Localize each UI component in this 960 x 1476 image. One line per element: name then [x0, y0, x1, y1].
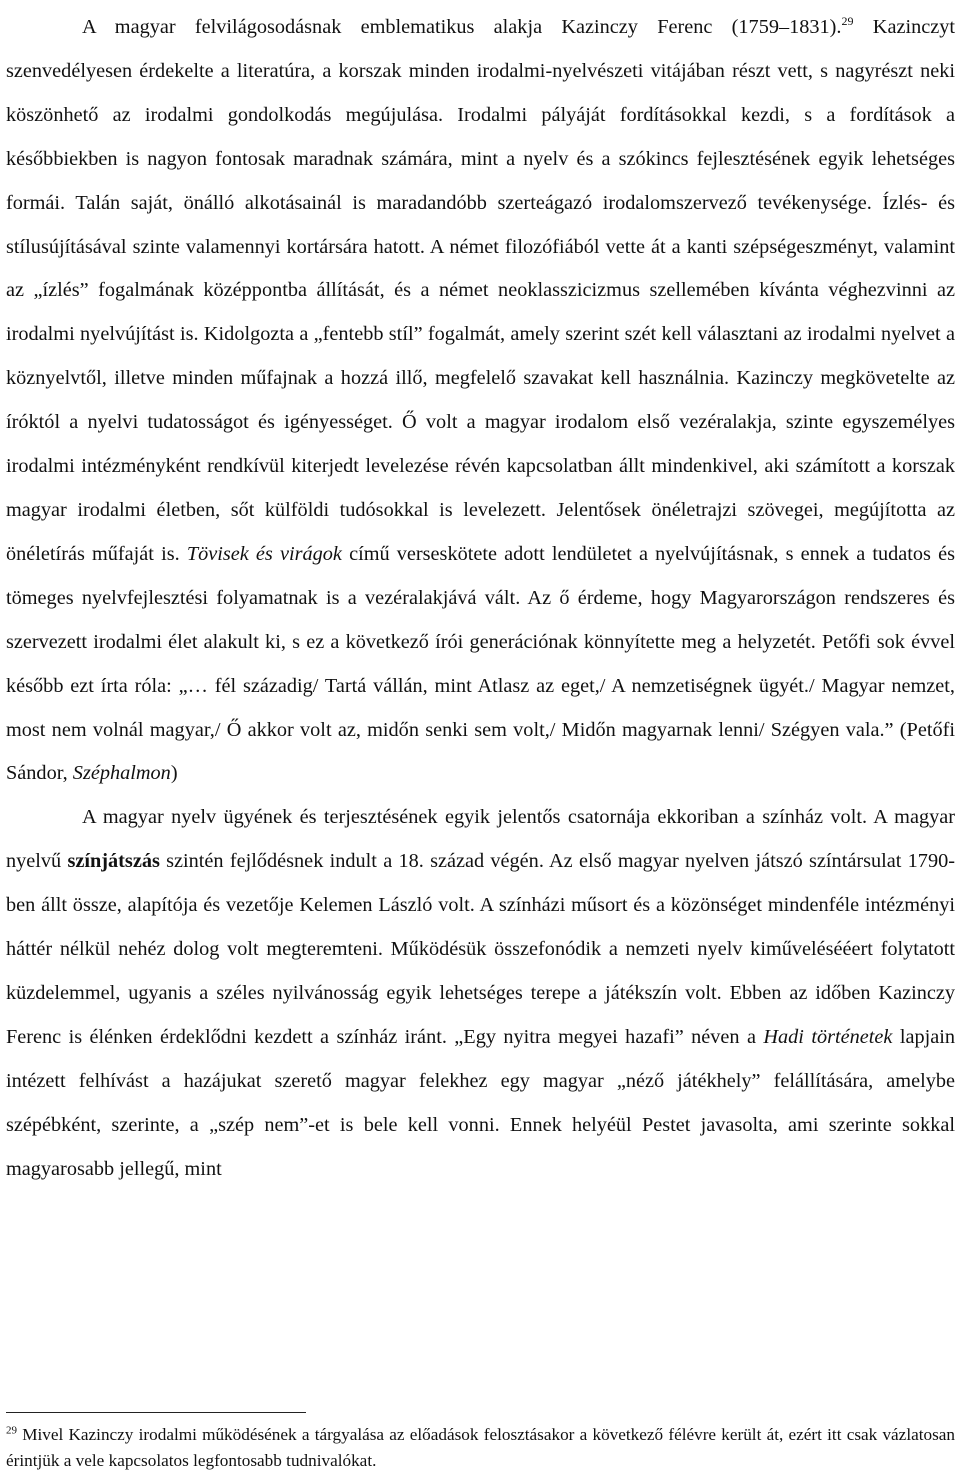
- bold-term: színjátszás: [67, 850, 160, 873]
- paragraph-kazinczy: [6, 6, 955, 796]
- paragraph-text: A magyar nyelv ügyének és terjesztésének egyik jelentős csatornája ekkoriban a színház volt. A magyar nyelvű: [6, 806, 955, 873]
- paragraph-text: szintén fejlődésnek indult a 18. század végén. Az első magyar nyelven játszó színtársulat 1790-ben állt össze, alapítója és vezetője Kelemen László volt. A színházi műsort és a közönséget mindenféle intézményi háttér nélkül nehéz dolog volt megteremteni. Működésük összefonódik a nemzeti nyelv kiművelésééert folytatott küzdelemmel, ugyanis a széles nyilvánosság egyik lehetséges terepe a játékszín volt. Ebben az időben Kazinczy Ferenc is élénken érdeklődni kezdett a színház iránt. „Egy nyitra megyei hazafi” néven a: [6, 850, 955, 1048]
- paragraph-theatre: [6, 796, 955, 1191]
- footnote-divider: [6, 1412, 306, 1413]
- footnote-text: Mivel Kazinczy irodalmi működésének a tárgyalása az előadások felosztásakor a következő félévre került át, ezért itt csak vázlatosan érintjük a vele kapcsolatos legfontosabb tudnivalókat.: [6, 1425, 955, 1470]
- work-title: Széphalmon: [72, 762, 171, 785]
- document-body: [6, 6, 955, 1191]
- paragraph-text: című verseskötete adott lendületet a nyelvújításnak, s ennek a tudatos és tömeges nyelvfejlesztési folyamatnak is a vezéralakjává vált. Az ő érdeme, hogy Magyarországon rendszeres és szervezett irodalmi élet alakult ki, s ez a következő írói generációnak könnyítette meg a helyzetét. Petőfi sok évvel később ezt írta róla: „… fél századig/ Tartá vállán, mint Atlasz az eget,/ A nemzetiségnek ügyét./ Magyar nemzet, most nem volnál magyar,/ Ő akkor volt az, midőn senki sem volt,/ Midőn magyarnak lenni/ Szégyen vala.” (Petőfi Sándor,: [6, 542, 955, 785]
- paragraph-text: lapjain intézett felhívást a hazájukat szerető magyar felekhez egy magyar „néző játékhely” felállítására, amelybe szépébként, szerinte, a „szép nem”-et is bele kell vonni. Ennek helyéül Pestet javasolta, ami szerinte sokkal magyarosabb jellegű, mint: [6, 1025, 956, 1180]
- footnote-number: 29: [6, 1424, 17, 1437]
- work-title: Tövisek és virágok: [186, 542, 342, 565]
- paragraph-text: ): [170, 762, 178, 785]
- work-title: Hadi történetek: [763, 1025, 893, 1048]
- footnote-reference[interactable]: 29: [841, 14, 854, 29]
- footnote: [6, 1422, 955, 1474]
- paragraph-text: A magyar felvilágosodásnak emblematikus alakja Kazinczy Ferenc (1759–1831).: [82, 16, 842, 38]
- paragraph-text: Kazinczyt szenvedélyesen érdekelte a literatúra, a korszak minden irodalmi-nyelvészeti vitájában részt vett, s nagyrészt neki köszönhető az irodalmi gondolkodás megújulása. Irodalmi pályáját fordításokkal kezdi, s a fordítások a későbbiekben is nagyon fontosak maradnak számára, mint a nyelv és a szókincs fejlesztésének egyik lehetséges formái. Talán saját, önálló alkotásainál is maradandóbb szerteágazó irodalomszervező tevékenysége. Ízlés- és stílusújításával szinte valamennyi kortársára hatott. A német filozófiából vette át a kanti szépségeszményt, valamint az „ízlés” fogalmának középpontba állítását, és a német neoklasszicizmus szellemében kívánta véghezvinni az irodalmi nyelvújítást is. Kidolgozta a „fentebb stíl” fogalmát, amely szerint szét kell választani az irodalmi nyelvet a köznyelvtől, illetve minden műfajnak a hozzá illő, megfelelő szavakat kell használnia. Kazinczy megkövetelte az íróktól a nyelvi tudatosságot és igényességet. Ő volt a magyar irodalom első vezéralakja, szinte egyszemélyes irodalmi intézményként rendkívül kiterjedt levelezése révén kapcsolatban állt mindenkivel, aki számított a korszak magyar irodalmi életben, sőt külföldi tudósokkal is levelezett. Jelentősek önéletrajzi szövegei, megújította az önéletírás műfaját is.: [6, 16, 955, 565]
